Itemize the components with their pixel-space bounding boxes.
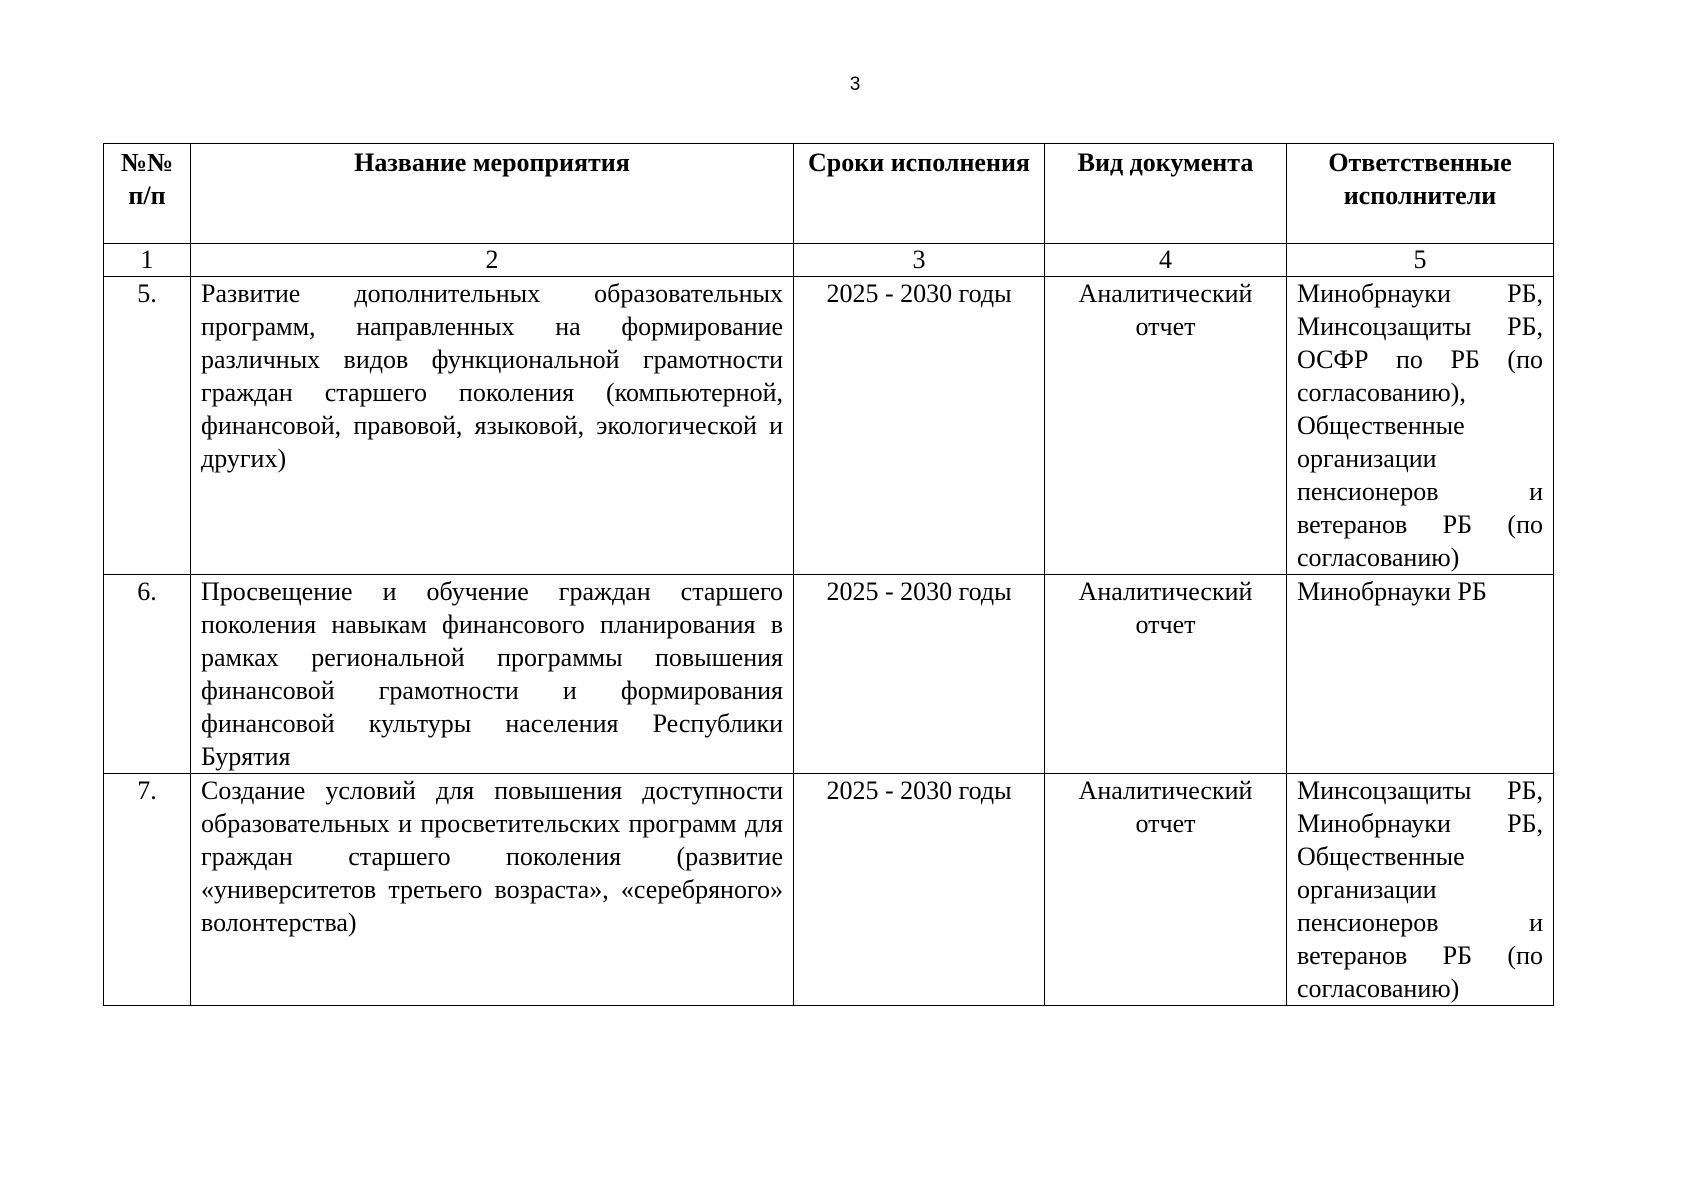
measure-name: Просвещение и обучение граждан старшего поколения навыкам финансового планирования в рамках региональной программы повышения финансовой грамотности и формирования финансовой культуры населения Республики Бурятия <box>191 575 794 774</box>
measures-table <box>103 143 1554 1006</box>
measure-name: Развитие дополнительных образовательных программ, направленных на формирование различных видов функциональной грамотности граждан старшего поколения (компьютерной, финансовой, правовой, языковой, экологической и других) <box>191 277 794 575</box>
row-number: 6. <box>104 575 191 774</box>
measure-term: 2025 - 2030 годы <box>794 277 1045 575</box>
column-number-row <box>104 244 1554 277</box>
measure-doc-type: Аналитический отчет <box>1045 575 1287 774</box>
measure-responsible: Минсоцзащиты РБ, Минобрнауки РБ, Общественные организации пенсионеров и ветеранов РБ (по согласованию) <box>1287 774 1554 1006</box>
table-row <box>104 774 1554 1006</box>
table-row <box>104 277 1554 575</box>
header-responsible: Ответственные исполнители <box>1287 144 1554 244</box>
column-number: 2 <box>191 244 794 277</box>
row-number: 7. <box>104 774 191 1006</box>
measure-term: 2025 - 2030 годы <box>794 575 1045 774</box>
measure-responsible: Минобрнауки РБ, Минсоцзащиты РБ, ОСФР по РБ (по согласованию), Общественные организации пенсионеров и ветеранов РБ (по согласованию) <box>1287 277 1554 575</box>
header-name: Название мероприятия <box>191 144 794 244</box>
measure-term: 2025 - 2030 годы <box>794 774 1045 1006</box>
table-row <box>104 575 1554 774</box>
row-number: 5. <box>104 277 191 575</box>
column-number: 1 <box>104 244 191 277</box>
table-header-row <box>104 144 1554 244</box>
measure-doc-type: Аналитический отчет <box>1045 277 1287 575</box>
column-number: 4 <box>1045 244 1287 277</box>
column-number: 3 <box>794 244 1045 277</box>
header-num: №№ п/п <box>104 144 191 244</box>
measure-name: Создание условий для повышения доступности образовательных и просветительских программ для граждан старшего поколения (развитие «университетов третьего возраста», «серебряного» волонтерства) <box>191 774 794 1006</box>
column-number: 5 <box>1287 244 1554 277</box>
measure-responsible: Минобрнауки РБ <box>1287 575 1554 774</box>
header-term: Сроки исполнения <box>794 144 1045 244</box>
header-doc-type: Вид документа <box>1045 144 1287 244</box>
page-number: 3 <box>849 74 861 95</box>
measure-doc-type: Аналитический отчет <box>1045 774 1287 1006</box>
